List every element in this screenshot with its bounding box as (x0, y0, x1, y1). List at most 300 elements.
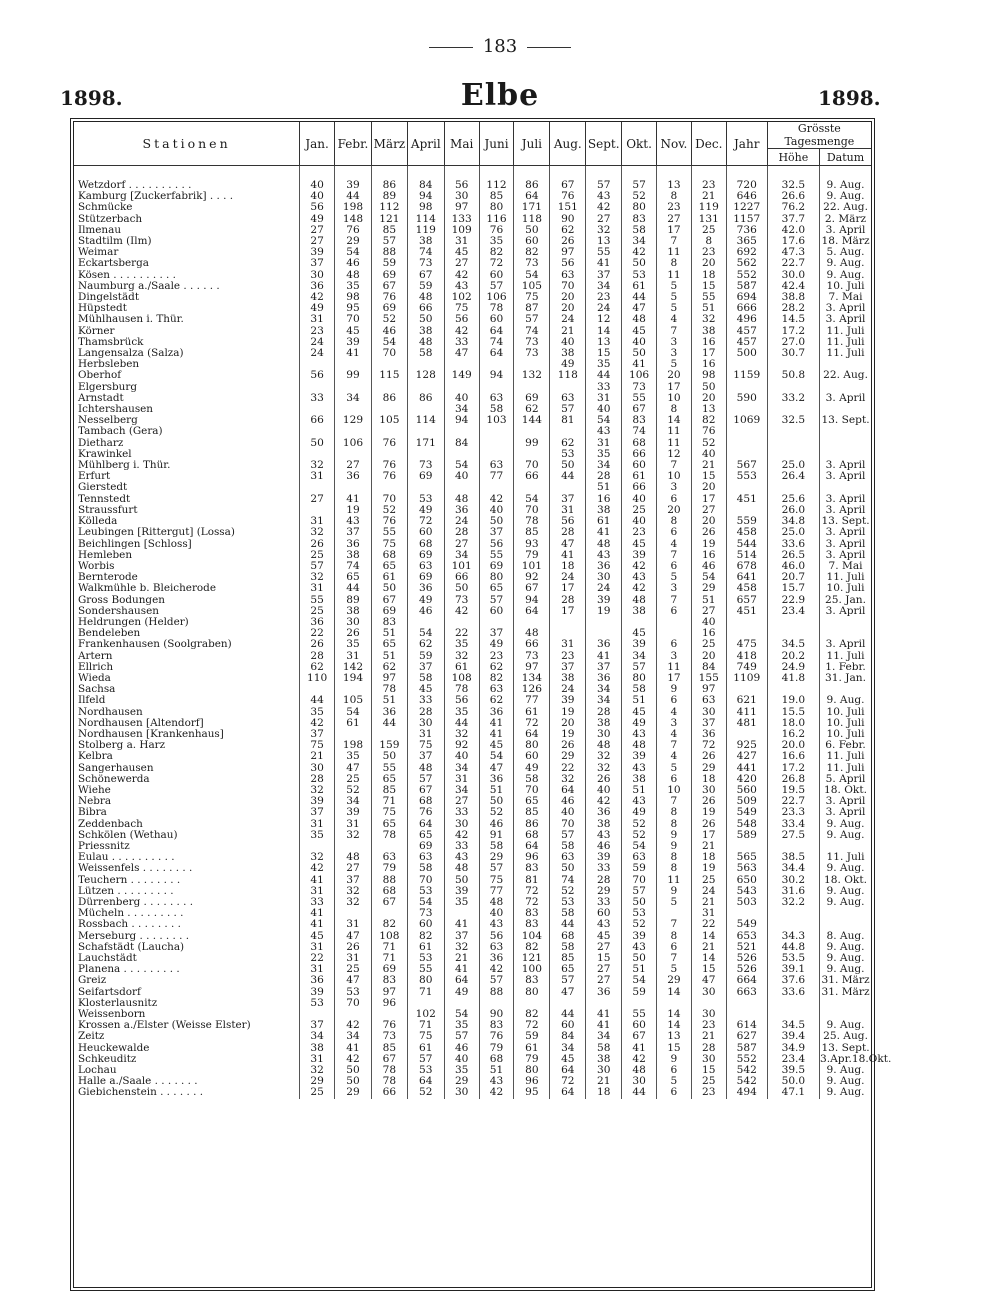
cell-value: 54 (586, 415, 622, 426)
cell-value: 565 (726, 852, 767, 863)
cell-value: 28 (444, 527, 479, 538)
cell-value: 19.0 (767, 695, 819, 706)
cell-value: 9. Aug. (826, 1075, 865, 1088)
cell-value: 105 (514, 281, 550, 292)
cell-value: 39.1 (767, 964, 819, 975)
cell-value: 8 (691, 236, 726, 247)
cell-value: 41 (479, 729, 514, 740)
cell-value: 29 (550, 751, 586, 762)
cell-value: 14.5 (767, 314, 819, 325)
cell-value: 65 (335, 572, 372, 583)
cell-value: 41 (300, 919, 335, 930)
cell-value: 29 (444, 1076, 479, 1087)
cell-value: 99 (514, 438, 550, 449)
station-name: Sondershausen (74, 606, 300, 617)
cell-value: 39 (622, 751, 657, 762)
cell-value: 25 (691, 1076, 726, 1087)
cell-value: 32 (335, 886, 372, 897)
cell-value: 63 (550, 852, 586, 863)
cell-value: 66 (407, 303, 444, 314)
cell-value: 49 (300, 303, 335, 314)
cell-value: 6 (657, 942, 692, 953)
cell-value: 7 (657, 919, 692, 930)
cell-value (767, 998, 819, 1009)
cell-value: 50 (622, 953, 657, 964)
cell-value: 78 (444, 684, 479, 695)
cell-value: 20 (691, 482, 726, 493)
cell-value: 552 (726, 1054, 767, 1065)
station-name: Schönewerda (74, 774, 300, 785)
cell-value: 3 (657, 718, 692, 729)
cell-value: 11. Juli (826, 324, 865, 337)
cell-value: 74 (479, 337, 514, 348)
cell-value: 27 (300, 494, 335, 505)
header-sep: Sept. (586, 122, 622, 166)
cell-value: 32 (586, 225, 622, 236)
cell-value (586, 617, 622, 628)
cell-value: 5 (657, 1076, 692, 1087)
cell-value: 28 (586, 875, 622, 886)
cell-value: 37 (550, 662, 586, 673)
cell-value: 69 (407, 841, 444, 852)
cell-value: 69 (371, 964, 407, 975)
cell-value: 65 (371, 819, 407, 830)
cell-value: 32.5 (767, 415, 819, 426)
cell-value: 59 (371, 258, 407, 269)
cell-value: 18. Okt. (824, 783, 867, 796)
cell-value: 18. Okt. (824, 873, 867, 886)
cell-value (550, 482, 586, 493)
cell-value: 14 (657, 1009, 692, 1020)
cell-value (407, 426, 444, 437)
cell-value: 42.4 (767, 281, 819, 292)
cell-value: 79 (479, 1043, 514, 1054)
cell-value: 67 (371, 897, 407, 908)
cell-value: 36 (300, 281, 335, 292)
cell-value (550, 426, 586, 437)
cell-value: 51 (691, 303, 726, 314)
cell-value: 198 (335, 740, 372, 751)
cell-value: 50 (407, 314, 444, 325)
cell-value: 5 (657, 572, 692, 583)
cell-value: 40 (586, 785, 622, 796)
cell-value: 11. Juli (826, 335, 865, 348)
cell-value: 30 (691, 1054, 726, 1065)
cell-value: 45 (479, 740, 514, 751)
cell-value: 45 (444, 247, 479, 258)
cell-value: 52 (407, 1087, 444, 1098)
cell-value: 56 (444, 314, 479, 325)
table-row (74, 415, 871, 426)
cell-value: 115 (371, 370, 407, 381)
cell-value: 4 (657, 707, 692, 718)
cell-value: 9. Aug. (826, 257, 865, 270)
cell-value: 98 (407, 202, 444, 213)
cell-value: 80 (479, 202, 514, 213)
cell-value: 34 (300, 1031, 335, 1042)
cell-value: 119 (691, 202, 726, 213)
cell-value: 40 (691, 617, 726, 628)
cell-value: 94 (514, 595, 550, 606)
cell-value: 55 (691, 292, 726, 303)
cell-value: 35 (444, 1065, 479, 1076)
cell-value: 17 (550, 583, 586, 594)
cell-value: 88 (479, 987, 514, 998)
header-jun: Juni (479, 122, 514, 166)
station-name: Eckartsberga (74, 258, 300, 269)
cell-value: 44 (550, 471, 586, 482)
cell-value: 49 (622, 807, 657, 818)
cell-value: 10 (657, 393, 692, 404)
cell-value: 52 (550, 886, 586, 897)
cell-value: 457 (726, 337, 767, 348)
cell-value: 68 (407, 539, 444, 550)
cell-value: 3.Apr.18.Okt. (820, 1052, 892, 1065)
cell-value: 30 (691, 987, 726, 998)
cell-value: 48 (444, 863, 479, 874)
cell-value: 84 (444, 438, 479, 449)
cell-value: 34 (335, 1031, 372, 1042)
cell-value: 6 (657, 695, 692, 706)
cell-value: 18 (691, 852, 726, 863)
cell-value: 526 (726, 953, 767, 964)
cell-value: 3. April (825, 638, 866, 651)
cell-value: 48 (407, 337, 444, 348)
cell-value: 30 (586, 1065, 622, 1076)
cell-value: 42 (444, 830, 479, 841)
cell-value: 106 (335, 438, 372, 449)
cell-value: 10. Juli (826, 727, 865, 740)
cell-value: 34 (335, 796, 372, 807)
cell-value: 27 (300, 225, 335, 236)
cell-value: 67 (371, 595, 407, 606)
cell-value: 28 (407, 707, 444, 718)
cell-value: 35 (444, 897, 479, 908)
cell-value: 42 (300, 718, 335, 729)
cell-value: 48 (514, 628, 550, 639)
cell-value: 16.6 (767, 751, 819, 762)
cell-value: 40 (622, 494, 657, 505)
cell-value: 25 (622, 505, 657, 516)
cell-value (514, 426, 550, 437)
cell-value: 24 (550, 572, 586, 583)
header-max-date: Datum (820, 149, 871, 166)
cell-value: 25 (300, 606, 335, 617)
cell-value: 9. Aug. (826, 884, 865, 897)
cell-value: 749 (726, 662, 767, 673)
cell-value: 70 (514, 460, 550, 471)
cell-value: 39 (586, 852, 622, 863)
cell-value: 25.6 (767, 494, 819, 505)
cell-value: 35 (444, 1020, 479, 1031)
cell-value: 37 (300, 729, 335, 740)
cell-value: 28 (550, 527, 586, 538)
cell-value: 75 (479, 875, 514, 886)
cell-value: 102 (444, 292, 479, 303)
cell-value: 67 (371, 281, 407, 292)
cell-value: 84 (407, 180, 444, 191)
cell-value: 27 (586, 214, 622, 225)
table-row (74, 751, 871, 762)
cell-value: 9. Aug. (826, 1019, 865, 1032)
cell-value: 43 (586, 830, 622, 841)
cell-value: 32 (300, 1065, 335, 1076)
cell-value: 40 (444, 1054, 479, 1065)
cell-value: 30 (586, 729, 622, 740)
cell-value: 13. Sept. (821, 414, 870, 427)
cell-value: 50 (300, 438, 335, 449)
cell-value: 80 (407, 975, 444, 986)
cell-value: 30.7 (767, 348, 819, 359)
cell-value: 9. Aug. (826, 862, 865, 875)
cell-value: 74 (335, 561, 372, 572)
cell-value: 65 (514, 796, 550, 807)
cell-value: 9 (657, 1054, 692, 1065)
cell-value: 20 (657, 505, 692, 516)
cell-value: 47 (479, 763, 514, 774)
cell-value: 69 (371, 270, 407, 281)
cell-value: 82 (514, 1009, 550, 1020)
cell-value: 31 (335, 651, 372, 662)
cell-value: 47 (550, 539, 586, 550)
cell-value: 4 (657, 314, 692, 325)
cell-value (767, 919, 819, 930)
cell-value: 32 (335, 830, 372, 841)
cell-value: 13 (691, 404, 726, 415)
cell-value: 563 (726, 863, 767, 874)
cell-value: 14 (691, 953, 726, 964)
cell-value: 34 (444, 785, 479, 796)
cell-value: 500 (726, 348, 767, 359)
cell-value: 38 (335, 550, 372, 561)
cell-value: 11. Juli (826, 649, 865, 662)
cell-value: 25 (691, 875, 726, 886)
cell-value: 51 (371, 695, 407, 706)
cell-value: 83 (371, 975, 407, 986)
cell-value: 45 (300, 931, 335, 942)
cell-value: 11 (657, 662, 692, 673)
cell-value: 36 (300, 617, 335, 628)
cell-value: 63 (622, 852, 657, 863)
cell-value: 20 (691, 516, 726, 527)
cell-value: 3. April (825, 548, 866, 561)
cell-value: 83 (622, 415, 657, 426)
cell-value: 43 (586, 191, 622, 202)
cell-value: 131 (691, 214, 726, 225)
cell-value (767, 426, 819, 437)
cell-value: 37 (407, 751, 444, 762)
cell-value: 39 (335, 807, 372, 818)
cell-value: 47 (335, 931, 372, 942)
cell-value: 62 (300, 662, 335, 673)
station-name: Bendeleben (74, 628, 300, 639)
cell-value: 97 (444, 202, 479, 213)
cell-value: 59 (622, 987, 657, 998)
cell-value: 8. Aug. (826, 929, 865, 942)
cell-value: 61 (622, 281, 657, 292)
cell-value: 19 (550, 707, 586, 718)
cell-value: 46 (444, 1043, 479, 1054)
cell-value: 41 (335, 348, 372, 359)
cell-value: 58 (550, 942, 586, 953)
cell-value: 110 (300, 673, 335, 684)
cell-value: 62 (371, 662, 407, 673)
cell-value: 42 (479, 1087, 514, 1098)
cell-value: 32 (300, 460, 335, 471)
cell-value: 101 (444, 561, 479, 572)
cell-value: 32 (691, 314, 726, 325)
cell-value: 22.7 (767, 258, 819, 269)
cell-value: 16 (586, 494, 622, 505)
cell-value: 34.4 (767, 863, 819, 874)
cell-value: 126 (514, 684, 550, 695)
cell-value: 41 (300, 875, 335, 886)
cell-value: 42 (622, 583, 657, 594)
cell-value: 60 (622, 460, 657, 471)
cell-value: 44.8 (767, 942, 819, 953)
cell-value: 68 (371, 886, 407, 897)
cell-value: 29 (300, 1076, 335, 1087)
cell-value: 20 (657, 370, 692, 381)
cell-value: 68 (371, 550, 407, 561)
station-name: Nordhausen (74, 707, 300, 718)
header-station: Stationen (74, 122, 300, 166)
cell-value: 3. April (825, 503, 866, 516)
cell-value: 78 (371, 830, 407, 841)
cell-value: 41 (300, 908, 335, 919)
cell-value: 27 (300, 236, 335, 247)
cell-value: 7. Mai (828, 291, 863, 304)
cell-value: 60 (479, 314, 514, 325)
cell-value: 61 (335, 718, 372, 729)
cell-value: 38 (407, 326, 444, 337)
cell-value: 57 (550, 830, 586, 841)
cell-value: 95 (514, 1087, 550, 1098)
cell-value: 58 (407, 348, 444, 359)
cell-value: 549 (726, 807, 767, 818)
cell-value: 72 (514, 897, 550, 908)
cell-value: 46 (407, 606, 444, 617)
cell-value: 66 (300, 415, 335, 426)
cell-value: 31. Jan. (825, 671, 866, 684)
cell-value: 112 (371, 202, 407, 213)
station-name: Herbsleben (74, 359, 300, 370)
cell-value: 8 (657, 258, 692, 269)
header-max-height: Höhe (767, 149, 819, 166)
cell-value: 63 (479, 684, 514, 695)
cell-value: 105 (371, 415, 407, 426)
station-name: Lochau (74, 1065, 300, 1076)
cell-value: 118 (514, 214, 550, 225)
cell-value: 86 (371, 393, 407, 404)
cell-value: 64 (444, 975, 479, 986)
cell-value: 5 (657, 292, 692, 303)
cell-value: 19 (586, 606, 622, 617)
cell-value: 48 (622, 1065, 657, 1076)
cell-value: 26 (300, 639, 335, 650)
cell-value: 76 (371, 460, 407, 471)
cell-value: 118 (550, 370, 586, 381)
cell-value: 9. Aug. (826, 896, 865, 908)
cell-value: 33.2 (767, 393, 819, 404)
cell-value: 75 (371, 539, 407, 550)
cell-value: 23 (550, 651, 586, 662)
cell-value: 39.5 (767, 1065, 819, 1076)
cell-value: 85 (514, 807, 550, 818)
cell-value: 60 (514, 751, 550, 762)
cell-value: 15.7 (767, 583, 819, 594)
header-mai: Mai (444, 122, 479, 166)
cell-value: 44 (550, 919, 586, 930)
cell-value: 19.5 (767, 785, 819, 796)
cell-value: 11. Juli (826, 851, 865, 864)
cell-value: 70 (371, 348, 407, 359)
cell-value: 38 (550, 673, 586, 684)
cell-value: 650 (726, 875, 767, 886)
cell-value: 11 (657, 247, 692, 258)
station-name: Merseburg . . . . . . . . (74, 931, 300, 942)
cell-value: 112 (479, 180, 514, 191)
cell-value: 63 (691, 695, 726, 706)
cell-value: 40 (550, 807, 586, 818)
station-name: Seifartsdorf (74, 987, 300, 998)
cell-value: 41 (586, 1020, 622, 1031)
station-name: Klosterlausnitz (74, 998, 300, 1009)
cell-value: 1. Febr. (825, 660, 866, 673)
cell-value: 52 (622, 919, 657, 930)
cell-value: 15 (691, 1065, 726, 1076)
cell-value: 40 (444, 471, 479, 482)
cell-value: 55 (371, 763, 407, 774)
cell-value: 73 (407, 460, 444, 471)
cell-value: 42 (479, 494, 514, 505)
cell-value: 28 (586, 707, 622, 718)
cell-value: 23 (691, 180, 726, 191)
cell-value: 67 (622, 1031, 657, 1042)
cell-value: 29 (479, 852, 514, 863)
cell-value: 27 (691, 505, 726, 516)
cell-value: 83 (514, 863, 550, 874)
cell-value: 54 (622, 841, 657, 852)
cell-value: 33 (300, 897, 335, 908)
cell-value: 22 (300, 953, 335, 964)
cell-value: 48 (444, 494, 479, 505)
cell-value (726, 617, 767, 628)
cell-value: 8 (657, 863, 692, 874)
cell-value: 29 (586, 886, 622, 897)
cell-value: 34 (586, 695, 622, 706)
cell-value: 38 (586, 819, 622, 830)
cell-value: 46 (550, 796, 586, 807)
cell-value: 49 (444, 987, 479, 998)
cell-value: 57 (479, 281, 514, 292)
cell-value: 8 (657, 404, 692, 415)
cell-value: 26 (691, 796, 726, 807)
cell-value: 63 (371, 852, 407, 863)
cell-value: 36 (586, 561, 622, 572)
cell-value: 13. Sept. (821, 1041, 870, 1054)
cell-value: 15 (586, 953, 622, 964)
cell-value: 11. Juli (826, 761, 865, 774)
cell-value: 24 (550, 314, 586, 325)
station-name: Krawinkel (74, 449, 300, 460)
cell-value: 3. April (825, 223, 866, 236)
station-name: Oberhof (74, 370, 300, 381)
cell-value: 69 (514, 393, 550, 404)
cell-value: 51 (622, 964, 657, 975)
cell-value: 24 (444, 516, 479, 527)
cell-value: 5 (657, 763, 692, 774)
